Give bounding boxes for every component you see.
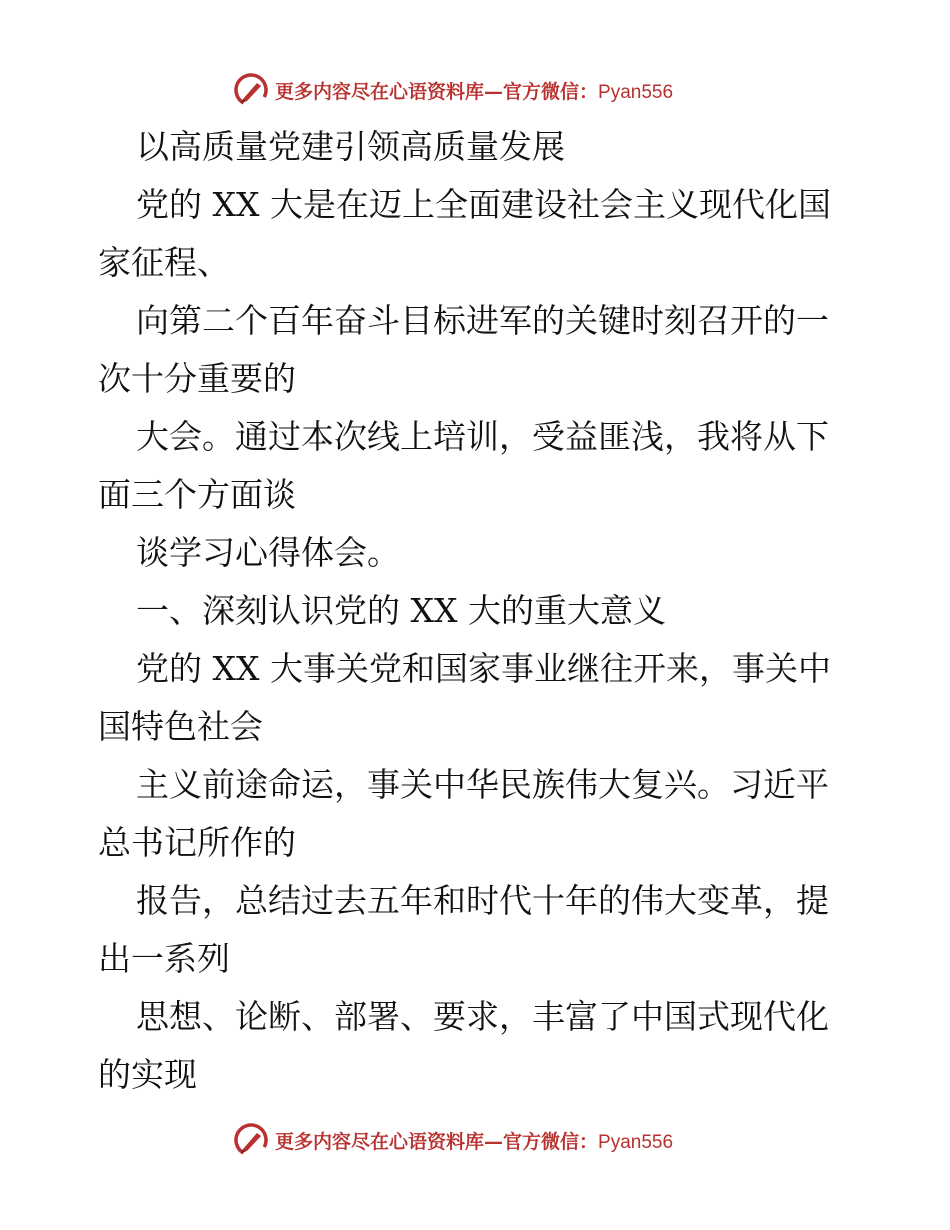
pen-logo-icon — [233, 72, 269, 108]
text-line: 的实现 — [98, 1055, 197, 1094]
header-banner — [233, 70, 673, 110]
text-line: 思想、论断、部署、要求，丰富了中国式现代化 — [136, 997, 829, 1036]
footer-wechat-id: Pyan556 — [598, 1131, 674, 1153]
text-line: 以高质量党建引领高质量发展 — [136, 127, 565, 166]
text-line: 一、深刻认识党的 XX 大的重大意义 — [136, 591, 666, 630]
text-line: 面三个方面谈 — [98, 475, 296, 514]
text-line: 谈学习心得体会。 — [136, 533, 400, 572]
text-line: 主义前途命运，事关中华民族伟大复兴。习近平 — [136, 765, 829, 804]
text-line: 党的 XX 大事关党和国家事业继往开来，事关中 — [136, 649, 831, 688]
document-body — [98, 118, 858, 1104]
text-line: 次十分重要的 — [98, 359, 296, 398]
text-line: 家征程、 — [98, 243, 230, 282]
text-line: 出一系列 — [98, 939, 230, 978]
text-line: 总书记所作的 — [98, 823, 296, 862]
text-line: 向第二个百年奋斗目标进军的关键时刻召开的一 — [136, 301, 829, 340]
text-line: 报告，总结过去五年和时代十年的伟大变革，提 — [136, 881, 829, 920]
text-line: 国特色社会 — [98, 707, 263, 746]
header-banner-text: 更多内容尽在心语资料库—官方微信：Pyan556 — [275, 80, 674, 103]
header-wechat-id: Pyan556 — [598, 81, 674, 103]
footer-banner — [233, 1120, 673, 1160]
text-line: 党的 XX 大是在迈上全面建设社会主义现代化国 — [136, 185, 831, 224]
text-line: 大会。通过本次线上培训，受益匪浅，我将从下 — [136, 417, 829, 456]
footer-banner-text: 更多内容尽在心语资料库—官方微信：Pyan556 — [275, 1130, 674, 1153]
pen-logo-icon — [233, 1122, 269, 1158]
